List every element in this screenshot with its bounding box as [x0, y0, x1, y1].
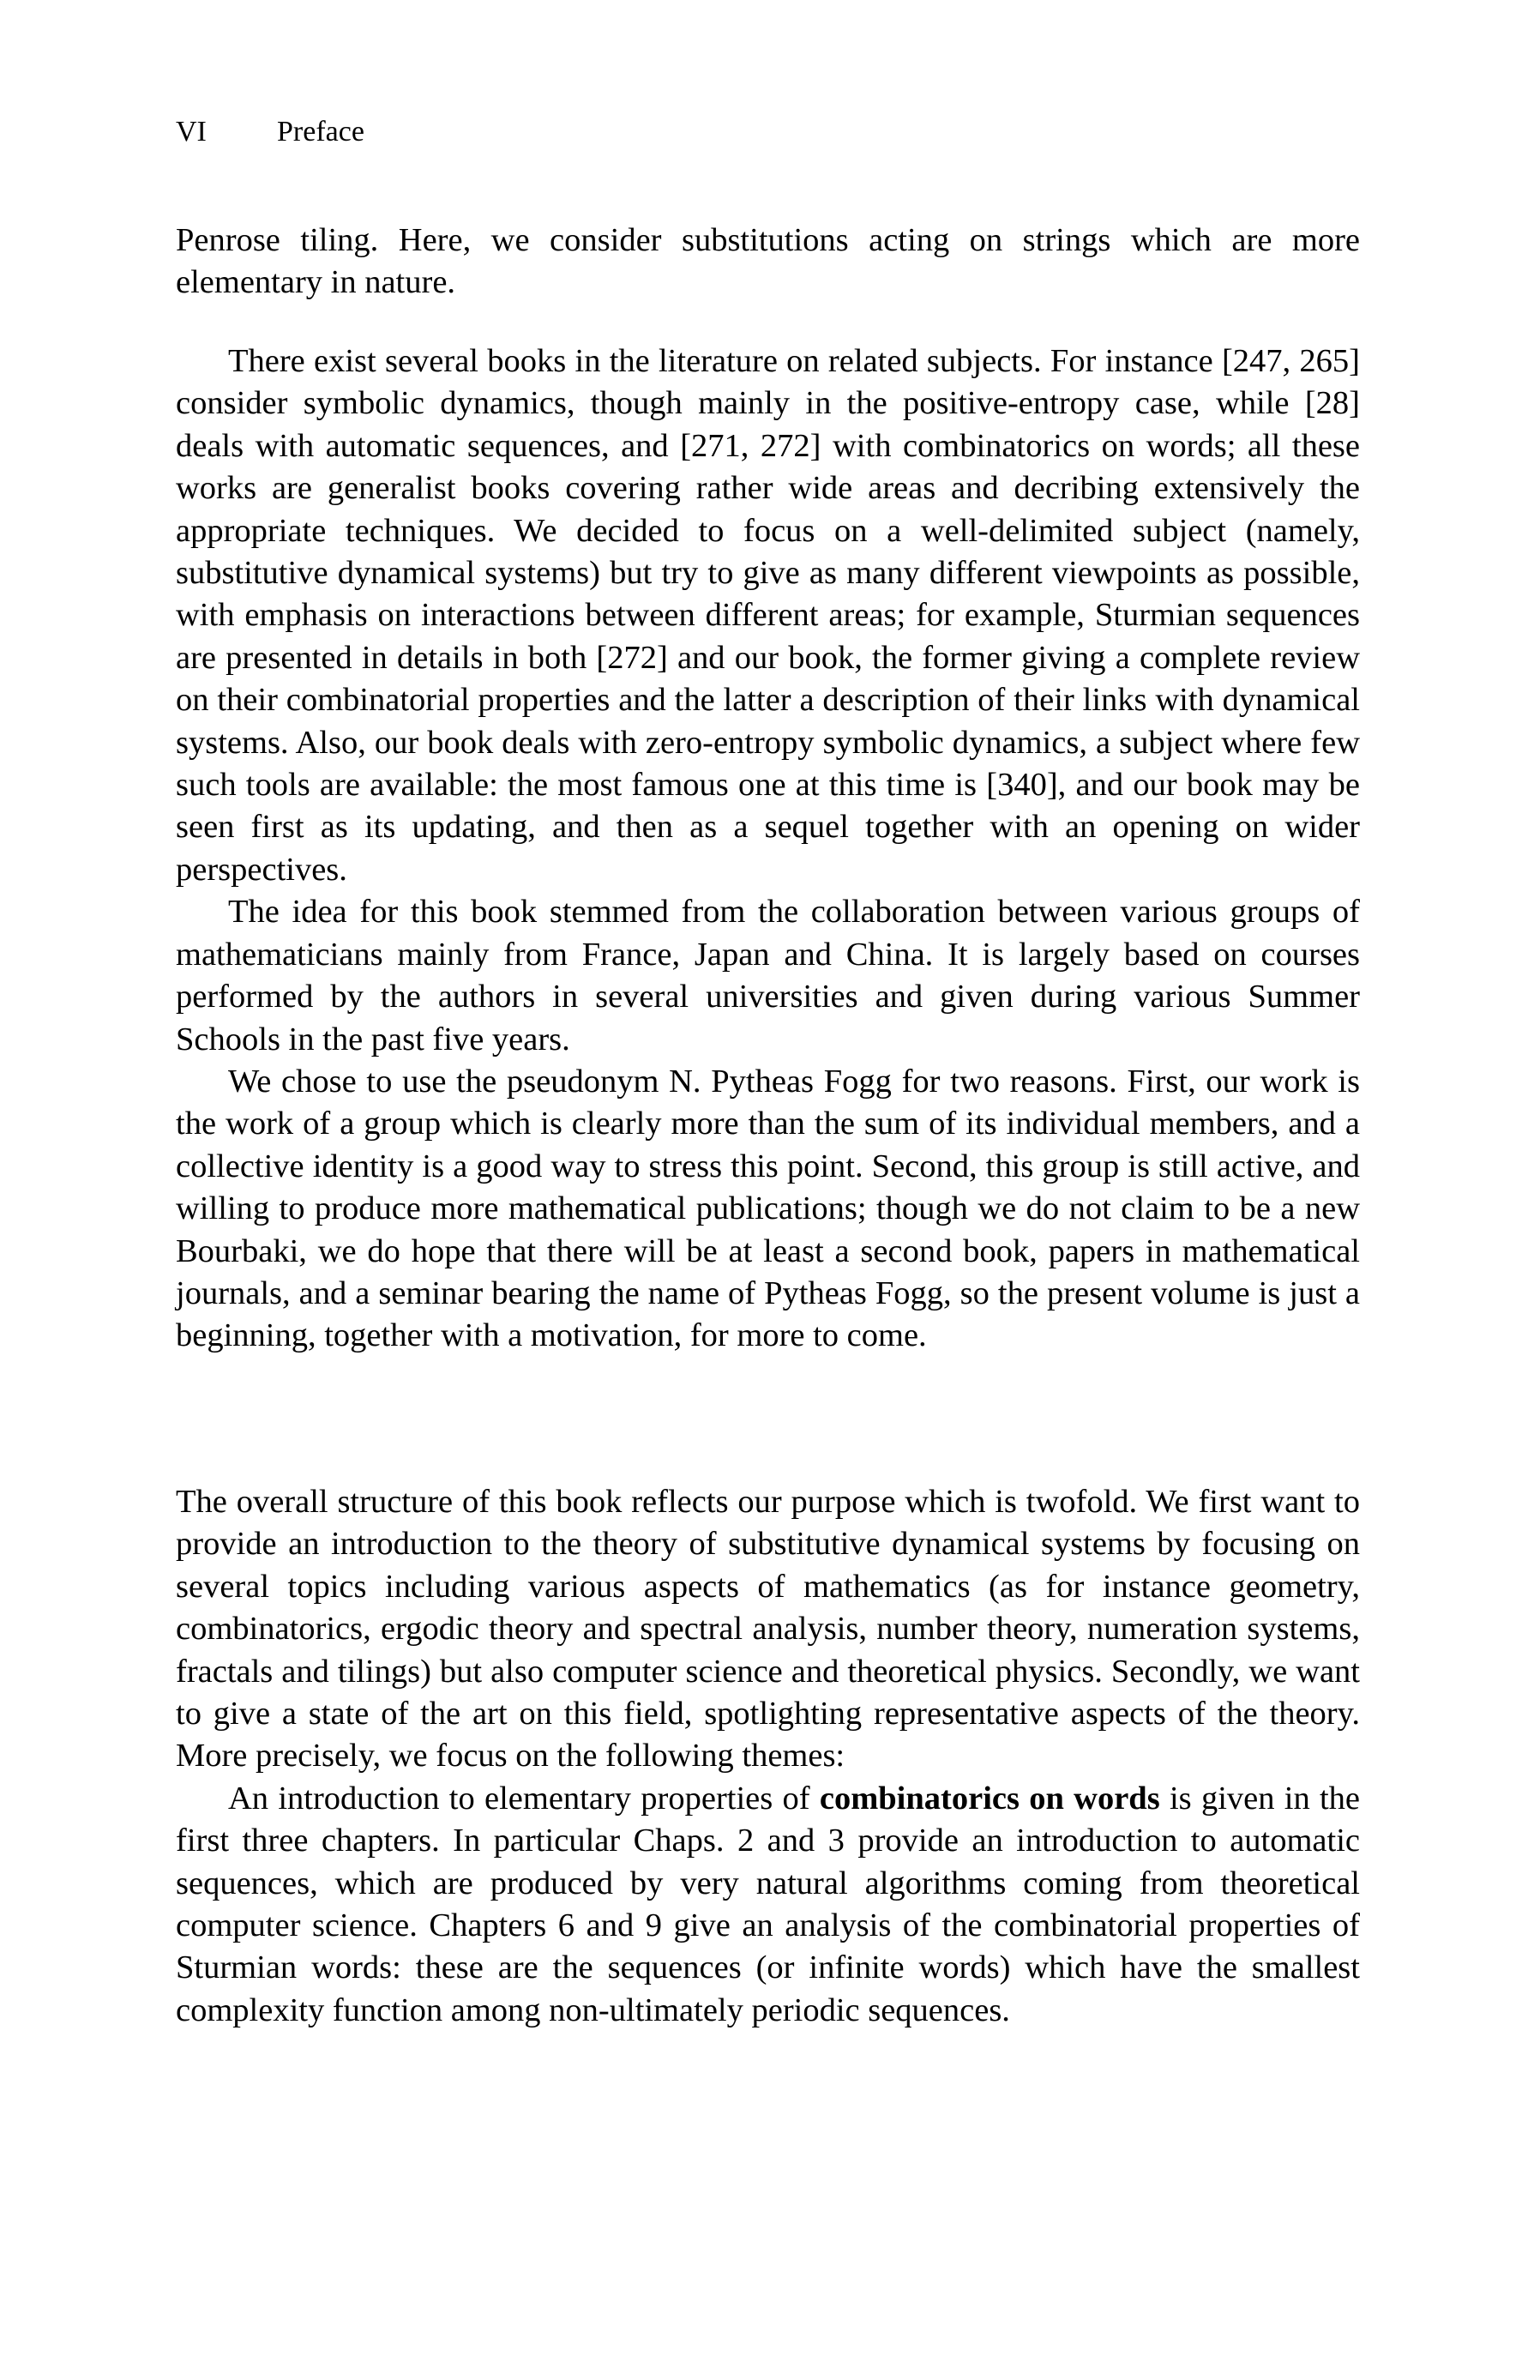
paragraph-pseudonym: We chose to use the pseudonym N. Pytheas Fogg for two reasons. First, our work is the work of a group which is clearly more than the sum of its individual members, and a collective identity is a good way to stress this point. Second, this group is still active, and willing to produce more mathematical publications; though we do not claim to be a new Bourbaki, we do hope that there will be at least a second book, papers in mathematical journals, and a seminar bearing the name of Pytheas Fogg, so the present volume is just a beginning, together with a motivation, for more to come.	[176, 1063, 1360, 1354]
paragraph-penrose: Penrose tiling. Here, we consider substitutions acting on strings which are more elementary in nature.	[176, 222, 1360, 301]
paragraph-combinatorics-theme	[176, 1778, 1360, 2032]
theme-bold-term: combinatorics on words	[819, 1780, 1160, 1817]
theme-intro-text: An introduction to elementary properties of	[228, 1780, 820, 1817]
text-block-continuation	[176, 220, 1360, 304]
page-number: VI	[176, 116, 207, 148]
running-header	[176, 115, 364, 149]
running-title: Preface	[277, 116, 364, 148]
paragraph-related-books: There exist several books in the literature on related subjects. For instance [247, 265] consider symbolic dynamics, though mainly in the positive-entropy case, while [28] deals with automatic sequences, and [271, 272] with combinatorics on words; all these works are generalist books covering rather wide areas and decribing extensively the appropriate techniques. We decided to focus on a well-delimited subject (namely, substitutive dynamical systems) but try to give as many different viewpoints as possible, with emphasis on interactions between different areas; for example, Sturmian sequences are presented in details in both [272] and our book, the former giving a complete review on their combinatorial properties and the latter a description of their links with dynamical systems. Also, our book deals with zero-entropy symbolic dynamics, a subject where few such tools are available: the most famous one at this time is [340], and our book may be seen first as its updating, and then as a sequel together with an opening on wider perspectives.	[176, 343, 1360, 888]
text-block-related-literature	[176, 340, 1360, 1358]
theme-rest-text: is given in the first three chapters. In particular Chaps. 2 and 3 provide an introduction to automatic sequences, which are produced by very natural algorithms coming from theoretical computer science. Chapters 6 and 9 give an analysis of the combinatorial properties of Sturmian words: these are the sequences (or infinite words) which have the smallest complexity function among non-ultimately periodic sequences.	[176, 1780, 1360, 2028]
paragraph-overall-structure: The overall structure of this book reflects our purpose which is twofold. We first want to provide an introduction to the theory of substitutive dynamical systems by focusing on several topics including various aspects of mathematics (as for instance geometry, combinatorics, ergodic theory and spectral analysis, number theory, numeration systems, fractals and tilings) but also computer science and theoretical physics. Secondly, we want to give a state of the art on this field, spotlighting representative aspects of the theory. More precisely, we focus on the following themes:	[176, 1484, 1360, 1774]
paragraph-book-idea: The idea for this book stemmed from the collaboration between various groups of mathematicians mainly from France, Japan and China. It is largely based on courses performed by the authors in several universities and given during various Summer Schools in the past five years.	[176, 894, 1360, 1057]
text-block-book-structure	[176, 1481, 1360, 2032]
